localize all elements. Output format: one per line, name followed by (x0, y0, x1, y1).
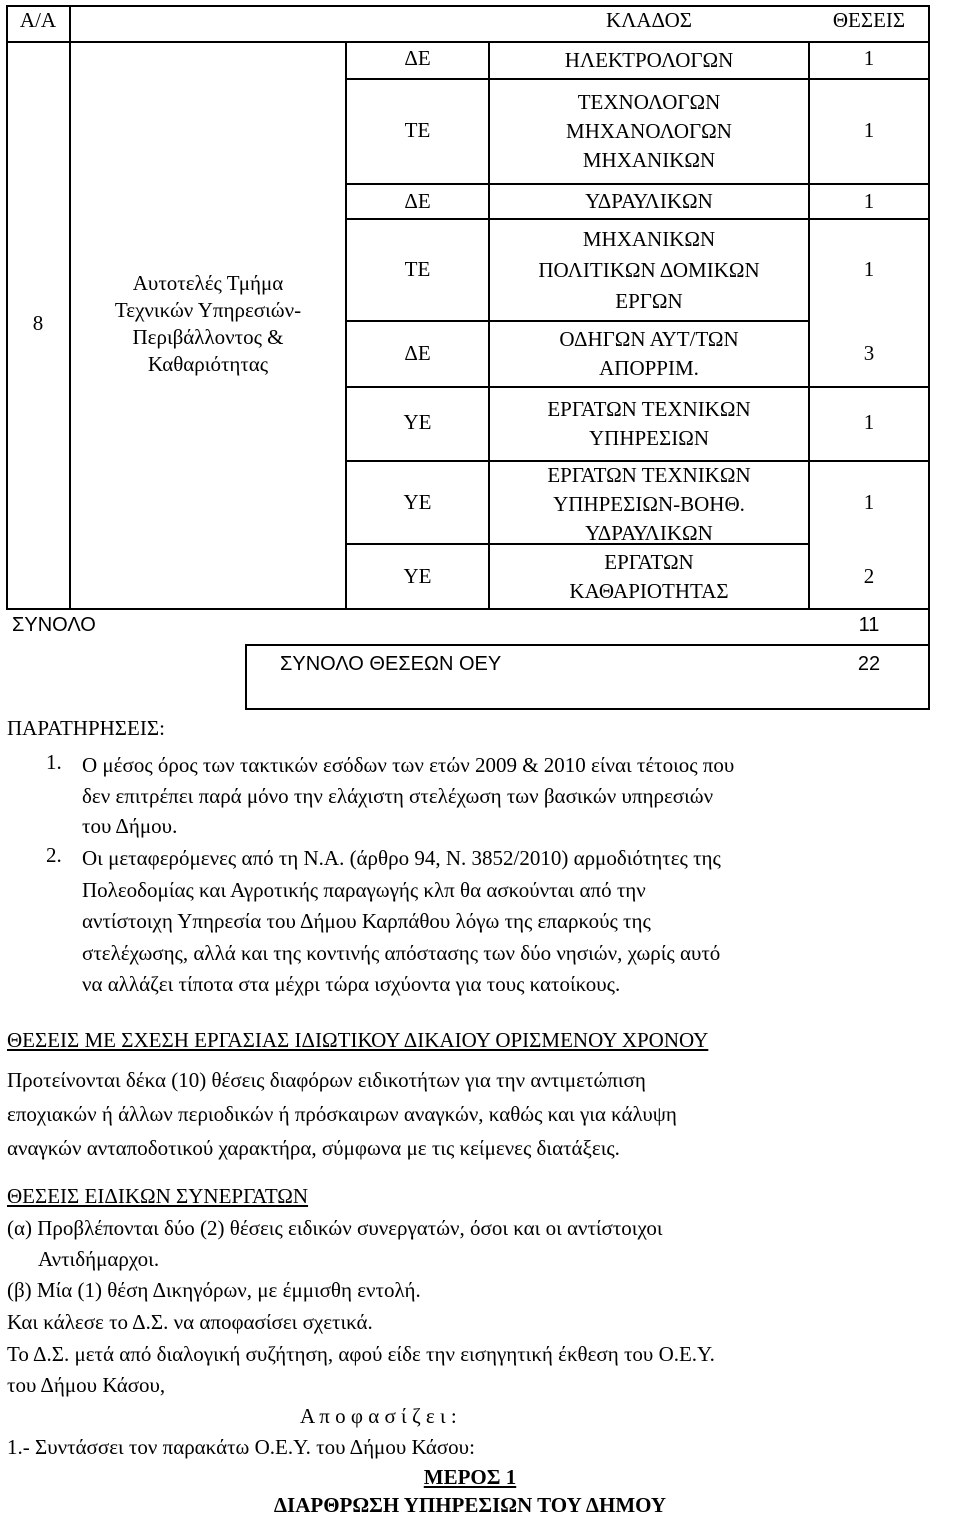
row-category: ΔΕ (404, 341, 431, 365)
note-number: 1. (46, 750, 62, 774)
note-1 (82, 750, 942, 842)
row-specialty (490, 88, 808, 175)
note-line: Οι μεταφερόμενες από τη Ν.Α. (άρθρο 94, Ν. 3852/2010) αρμοδιότητες της (82, 846, 721, 870)
row-category: ΥΕ (403, 490, 432, 514)
specialty-line: ΥΔΡΑΥΛΙΚΩΝ (585, 521, 713, 545)
row-specialty (490, 395, 808, 453)
row-aa: 8 (32, 311, 44, 335)
table-border-top (6, 5, 930, 7)
special-a-line: (α) Προβλέπονται δύο (2) θέσεις ειδικών συνεργατών, όσοι και οι αντίστοιχοι (7, 1216, 663, 1240)
header-theseis: ΘΕΣΕΙΣ (832, 8, 906, 32)
table-border-bottom (245, 708, 930, 710)
header-aa: Α/Α (19, 8, 57, 32)
table-border-line (245, 644, 930, 646)
paragraph-line: αναγκών ανταποδοτικού χαρακτήρα, σύμφωνα με τις κείμενες διατάξεις. (7, 1136, 620, 1160)
paragraph-line: εποχιακών ή άλλων περιοδικών ή πρόσκαιρων αναγκών, καθώς και για κάλυψη (7, 1102, 677, 1126)
note-line: στελέχωσης, αλλά και της κοντινής απόστασης των δύο νησιών, χωρίς αυτό (82, 940, 721, 965)
row-specialty (490, 224, 808, 317)
note-number: 2. (46, 843, 62, 867)
specialty-line: ΑΠΟΡΡΙΜ. (599, 356, 699, 380)
table-border-line (69, 5, 71, 610)
row-count: 1 (863, 410, 875, 434)
table-border-line (6, 608, 930, 610)
specialty-line: ΕΡΓΑΤΩΝ ΤΕΧΝΙΚΩΝ (547, 463, 751, 487)
special-b-line: (β) Μία (1) θέση Δικηγόρων, με έμμισθη εντολή. (7, 1278, 421, 1302)
specialty-line: ΜΗΧΑΝΙΚΩΝ (582, 227, 716, 251)
note-line: να αλλάζει τίποτα στα μέχρι τώρα ισχύοντα για τους κατοίκους. (82, 972, 621, 996)
service-line: Τεχνικών Υπηρεσιών- (114, 298, 302, 322)
specialty-line: ΜΗΧΑΝΙΚΩΝ (582, 148, 716, 172)
specialty-line: ΕΡΓΩΝ (615, 289, 683, 313)
specialty-line: ΟΔΗΓΩΝ ΑΥΤ/ΤΩΝ (559, 327, 739, 351)
row-category: ΔΕ (404, 46, 431, 70)
special-a-continuation: Αντιδήμαρχοι. (38, 1247, 160, 1271)
service-line: Αυτοτελές Τμήμα (132, 271, 284, 295)
specialty-line: ΥΠΗΡΕΣΙΩΝ (589, 426, 709, 450)
row-specialty (490, 189, 808, 214)
row-specialty (490, 461, 808, 548)
service-line: Περιβάλλοντος & (132, 325, 284, 349)
specialty-line: ΥΠΗΡΕΣΙΩΝ-ΒΟΗΘ. (553, 492, 745, 516)
header-klados: ΚΛΑΔΟΣ (605, 8, 693, 32)
decides-heading: Α π ο φ α σ ί ζ ε ι : (300, 1404, 457, 1428)
service-line: Καθαριότητας (147, 352, 269, 376)
total-label: ΣΥΝΟΛΟ (12, 614, 96, 636)
specialty-line: ΕΡΓΑΤΩΝ ΤΕΧΝΙΚΩΝ (547, 397, 751, 421)
row-specialty (490, 548, 808, 606)
table-border-left (6, 5, 8, 610)
private-law-heading: ΘΕΣΕΙΣ ΜΕ ΣΧΕΣΗ ΕΡΓΑΣΙΑΣ ΙΔΙΩΤΙΚΟΥ ΔΙΚΑΙΟΥ ΟΡΙΣΜΕΝΟΥ ΧΡΟΝΟΥ (7, 1028, 709, 1052)
note-line: Πολεοδομίας και Αγροτικής παραγωγής κλπ θα ασκούνται από την (82, 877, 646, 902)
special-heading: ΘΕΣΕΙΣ ΕΙΔΙΚΩΝ ΣΥΝΕΡΓΑΤΩΝ (7, 1184, 309, 1208)
table-border-line (345, 218, 930, 220)
grand-total-value: 22 (857, 653, 881, 675)
row-count: 1 (863, 257, 875, 281)
row-count: 1 (863, 46, 875, 70)
table-border-line (245, 644, 247, 710)
row-count: 3 (863, 341, 875, 365)
service-name (72, 270, 344, 378)
invite-line: Και κάλεσε το Δ.Σ. να αποφασίσει σχετικά. (7, 1310, 373, 1334)
part-label: ΜΕΡΟΣ 1 (423, 1465, 517, 1489)
total-value: 11 (858, 614, 880, 636)
row-specialty (490, 46, 808, 74)
specialty-line: ΥΔΡΑΥΛΙΚΩΝ (585, 189, 713, 213)
part-title: ΔΙΑΡΘΡΩΣΗ ΥΠΗΡΕΣΙΩΝ ΤΟΥ ΔΗΜΟΥ (273, 1493, 667, 1517)
table-border-right (928, 5, 930, 710)
row-count: 1 (863, 490, 875, 514)
table-border-line (345, 320, 808, 322)
row-category: ΥΕ (403, 410, 432, 434)
table-border-line (69, 41, 930, 43)
table-border-line (345, 183, 930, 185)
row-category: ΥΕ (403, 564, 432, 588)
row-category: ΤΕ (404, 257, 431, 281)
decision-line: του Δήμου Κάσου, (7, 1373, 166, 1397)
note-line: Ο μέσος όρος των τακτικών εσόδων των ετών 2009 & 2010 είναι τέτοιος που (82, 753, 735, 777)
paragraph-line: Προτείνονται δέκα (10) θέσεις διαφόρων ειδικοτήτων για την αντιμετώπιση (7, 1068, 646, 1092)
specialty-line: ΚΑΘΑΡΙΟΤΗΤΑΣ (569, 579, 729, 603)
specialty-line: ΗΛΕΚΤΡΟΛΟΓΩΝ (564, 48, 734, 72)
row-count: 1 (863, 189, 875, 213)
row-category: ΤΕ (404, 118, 431, 142)
table-border-line (345, 78, 930, 80)
table-border-line (6, 41, 70, 43)
note-line: του Δήμου. (82, 814, 178, 839)
specialty-line: ΕΡΓΑΤΩΝ (604, 550, 694, 574)
specialty-line: ΤΕΧΝΟΛΟΓΩΝ (577, 90, 721, 114)
decision-line: Το Δ.Σ. μετά από διαλογική συζήτηση, αφού είδε την εισηγητική έκθεση του Ο.Ε.Υ. (7, 1342, 715, 1366)
specialty-line: ΠΟΛΙΤΙΚΩΝ ΔΟΜΙΚΩΝ (538, 258, 760, 282)
row-category: ΔΕ (404, 189, 431, 213)
specialty-line: ΜΗΧΑΝΟΛΟΓΩΝ (566, 119, 732, 143)
private-law-text (7, 1063, 952, 1165)
grand-total-label: ΣΥΝΟΛΟ ΘΕΣΕΩΝ ΟΕΥ (280, 653, 502, 675)
note-line: δεν επιτρέπει παρά μόνο την ελάχιστη στελέχωση των βασικών υπηρεσιών (82, 783, 714, 808)
row-count: 1 (863, 118, 875, 142)
row-count: 2 (863, 564, 875, 588)
notes-heading: ΠΑΡΑΤΗΡΗΣΕΙΣ: (7, 716, 165, 740)
note-2 (82, 843, 942, 1001)
note-line: αντίστοιχη Υπηρεσία του Δήμου Καρπάθου λόγω της επαρκούς της (82, 909, 651, 933)
row-specialty (490, 325, 808, 383)
table-border-line (345, 386, 930, 388)
decision-item: 1.- Συντάσσει τον παρακάτω Ο.Ε.Υ. του Δήμου Κάσου: (7, 1435, 475, 1459)
